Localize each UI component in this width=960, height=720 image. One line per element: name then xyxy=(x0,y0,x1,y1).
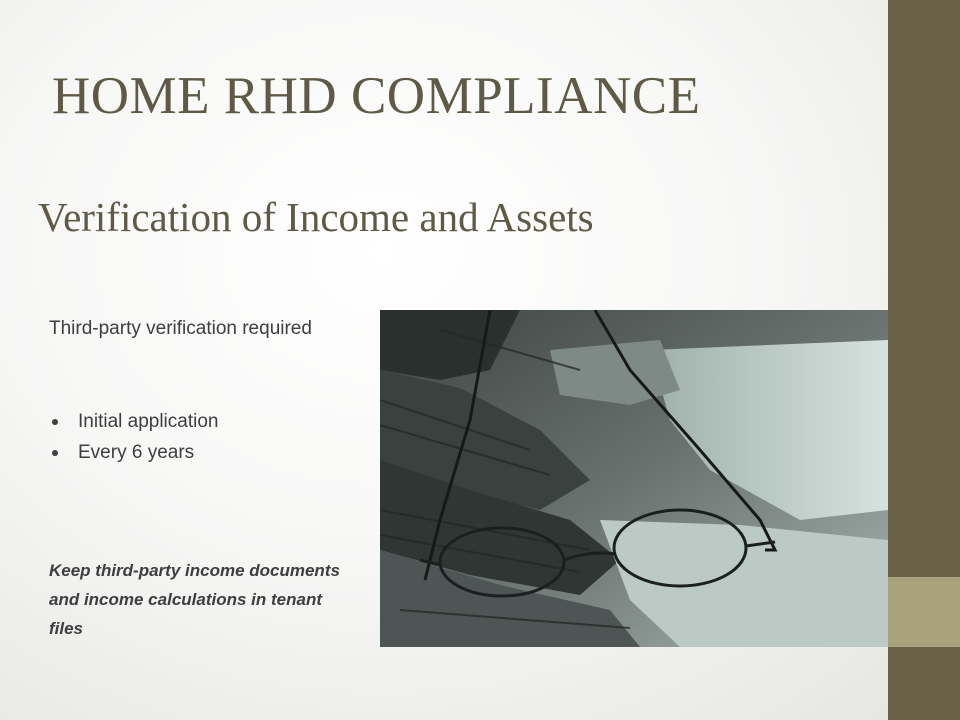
slide-title: HOME RHD COMPLIANCE xyxy=(52,67,701,125)
bullet-dot-icon xyxy=(52,419,58,425)
bullet-dot-icon xyxy=(52,450,58,456)
bullet-text: Initial application xyxy=(78,411,219,432)
bullet-text: Every 6 years xyxy=(78,442,195,463)
eyeglasses-on-documents-sketch-icon xyxy=(380,310,888,647)
bullet-item xyxy=(49,437,218,468)
slide-subtitle: Verification of Income and Assets xyxy=(38,194,594,240)
decorative-accent-block xyxy=(888,577,960,647)
bullet-list xyxy=(49,406,218,468)
note-text: Keep third-party income documents and income calculations in tenant files xyxy=(49,561,340,638)
intro-text: Third-party verification required xyxy=(49,318,312,339)
bullet-item xyxy=(49,406,218,437)
